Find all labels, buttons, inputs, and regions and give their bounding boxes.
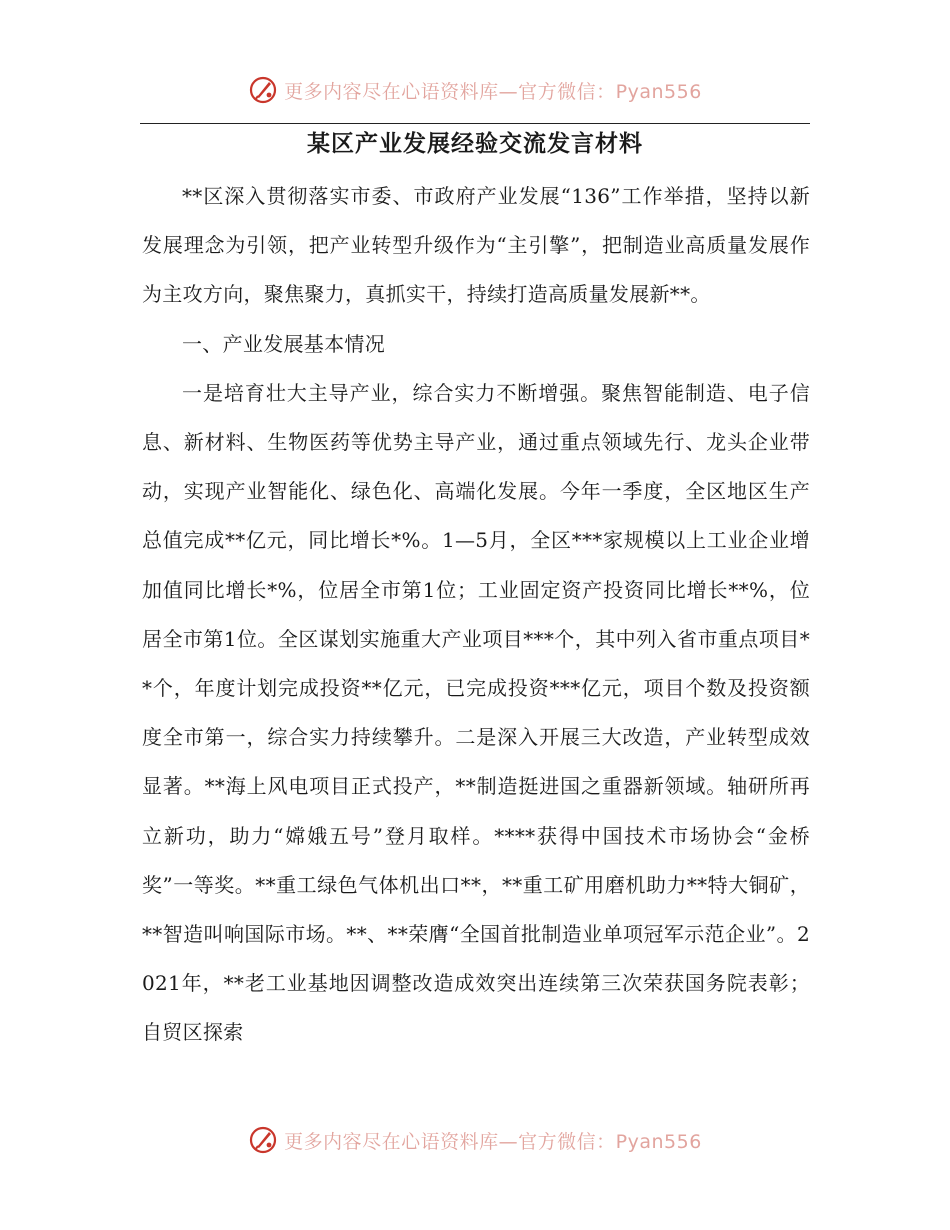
header-rule — [140, 123, 810, 124]
watermark-banner-top — [0, 70, 950, 110]
quill-logo-icon — [248, 1125, 278, 1155]
body-paragraph: 一是培育壮大主导产业，综合实力不断增强。聚焦智能制造、电子信息、新材料、生物医药等优势主导产业，通过重点领域先行、龙头企业带动，实现产业智能化、绿色化、高端化发展。今年一季度，全区地区生产总值完成**亿元，同比增长*%。1—5月，全区***家规模以上工业企业增加值同比增长*%，位居全市第1位；工业固定资产投资同比增长**%，位居全市第1位。全区谋划实施重大产业项目***个，其中列入省市重点项目**个，年度计划完成投资**亿元，已完成投资***亿元，项目个数及投资额度全市第一，综合实力持续攀升。二是深入开展三大改造，产业转型成效显著。**海上风电项目正式投产，**制造挺进国之重器新领域。轴研所再立新功，助力“嫦娥五号”登月取样。****获得中国技术市场协会“金桥奖”一等奖。**重工绿色气体机出口**，**重工矿用磨机助力**特大铜矿，**智造叫响国际市场。**、**荣膺“全国首批制造业单项冠军示范企业”。2021年，**老工业基地因调整改造成效突出连续第三次荣获国务院表彰；自贸区探索 — [142, 380, 810, 1045]
document-title: 某区产业发展经验交流发言材料 — [307, 130, 643, 157]
watermark-text: 更多内容尽在心语资料库—官方微信：Pyan556 — [284, 1130, 702, 1153]
section-heading: 一、产业发展基本情况 — [182, 331, 385, 356]
quill-logo-icon — [248, 75, 278, 105]
watermark-banner-bottom — [0, 1120, 950, 1160]
document-body — [142, 172, 810, 1058]
intro-paragraph: **区深入贯彻落实市委、市政府产业发展“136”工作举措，坚持以新发展理念为引领，把产业转型升级作为“主引擎”，把制造业高质量发展作为主攻方向，聚焦聚力，真抓实干，持续打造高质量发展新**。 — [142, 184, 810, 307]
watermark-text: 更多内容尽在心语资料库—官方微信：Pyan556 — [284, 80, 702, 103]
